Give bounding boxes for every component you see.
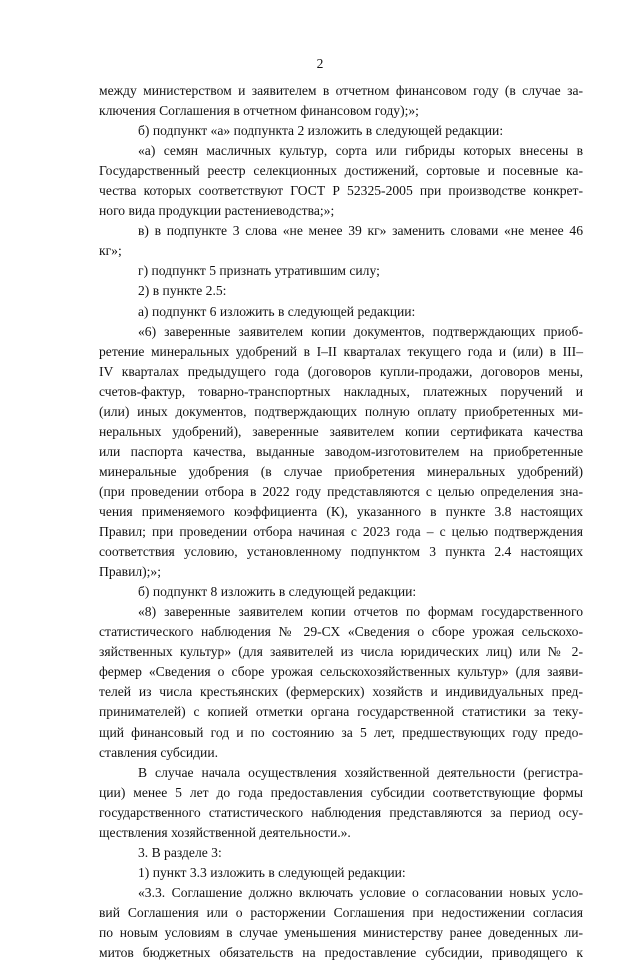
text-line: ного вида продукции растениеводства;»; — [99, 203, 335, 219]
text-line: б) подпункт 8 изложить в следующей редакции: — [138, 584, 417, 600]
text-line: (при проведении отбора в 2022 году представляются с целью определения зна- — [99, 483, 583, 499]
text-line: ставления субсидии. — [99, 744, 218, 760]
text-line: В случае начала осуществления хозяйственной деятельности (регистра- — [138, 764, 583, 780]
text-line: а) подпункт 6 изложить в следующей редакции: — [138, 303, 416, 319]
text-line: б) подпункт «а» подпункта 2 изложить в следующей редакции: — [138, 123, 504, 139]
text-line: в) в подпункте 3 слова «не менее 39 кг» заменить словами «не менее 46 — [138, 223, 583, 239]
text-line: по новым условиям в случае уменьшения министерству ранее доведенных ли- — [99, 924, 583, 940]
text-line: чения применяемого коэффициента (К), указанного в пункте 3.8 настоящих — [99, 503, 583, 519]
page-number: 2 — [316, 56, 324, 71]
text-line: IV кварталах предыдущего года (договоров купли-продажи, договоров мены, — [99, 363, 583, 379]
text-line: 3. В разделе 3: — [138, 844, 222, 860]
text-line: государственного статистического наблюдения представляются за период осу- — [99, 804, 583, 820]
text-line: неральных удобрений), заверенные заявителем копии сертификата качества — [99, 423, 583, 439]
text-line: «3.3. Соглашение должно включать условие о согласовании новых усло- — [138, 884, 583, 900]
text-line: счетов-фактур, товарно-транспортных накладных, платежных поручений и — [99, 383, 583, 399]
text-line: г) подпункт 5 признать утратившим силу; — [138, 263, 380, 279]
text-line: ществления хозяйственной деятельности.». — [99, 824, 351, 840]
text-line: щий финансовый год и по состоянию за 5 лет, предшествующих году предо- — [99, 724, 583, 740]
text-line: или паспорта качества, выданные заводом-изготовителем на приобретенные — [99, 443, 583, 459]
text-line: вий Соглашения или о расторжении Соглашения при недостижении согласия — [99, 904, 583, 920]
text-line: чества которых соответствуют ГОСТ Р 52325-2005 при производстве конкрет- — [99, 183, 583, 199]
text-line: «6) заверенные заявителем копии документов, подтверждающих приоб- — [138, 323, 583, 339]
text-line: зяйственных культур» (для заявителей из числа юридических лиц) или № 2- — [99, 644, 583, 660]
text-line: «а) семян масличных культур, сорта или гибриды которых внесены в — [138, 143, 583, 159]
text-line: ции) менее 5 лет до года предоставления субсидии соответствующие формы — [99, 784, 583, 800]
text-line: телей из числа крестьянских (фермерских) хозяйств и индивидуальных пред- — [99, 684, 583, 700]
text-line: минеральные удобрения (в случае приобретения минеральных удобрений) — [99, 463, 583, 479]
text-line: 1) пункт 3.3 изложить в следующей редакции: — [138, 864, 406, 880]
document-body — [99, 81, 583, 963]
text-line: Государственный реестр селекционных достижений, сортовые и посевные ка- — [99, 163, 583, 179]
text-line: Правил);»; — [99, 564, 162, 580]
text-line: ретение минеральных удобрений в I–II кварталах текущего года и (или) в III– — [99, 343, 583, 359]
text-line: ключения Соглашения в отчетном финансовом году);»; — [99, 103, 419, 119]
text-line: соответствия условию, установленному подпунктом 3 пункта 2.4 настоящих — [99, 544, 583, 560]
text-line: «8) заверенные заявителем копии отчетов по формам государственного — [138, 604, 583, 620]
text-line: кг»; — [99, 243, 122, 259]
text-line: митов бюджетных обязательств на предоставление субсидии, приводящего к — [99, 945, 583, 961]
text-line: 2) в пункте 2.5: — [138, 283, 227, 299]
text-line: Правил; при проведении отбора начиная с 2023 года – с целью подтверждения — [99, 524, 583, 540]
text-line: (или) иных документов, подтверждающих полную оплату приобретенных ми- — [99, 403, 583, 419]
text-line: фермер «Сведения о сборе урожая сельскохозяйственных культур» (для заяви- — [99, 664, 583, 680]
text-line: статистического наблюдения № 29-СХ «Сведения о сборе урожая сельскохо- — [99, 624, 583, 640]
text-line: принимателей) с копией отметки органа государственной статистики за теку- — [99, 704, 583, 720]
text-line: между министерством и заявителем в отчетном финансовом году (в случае за- — [99, 83, 583, 98]
